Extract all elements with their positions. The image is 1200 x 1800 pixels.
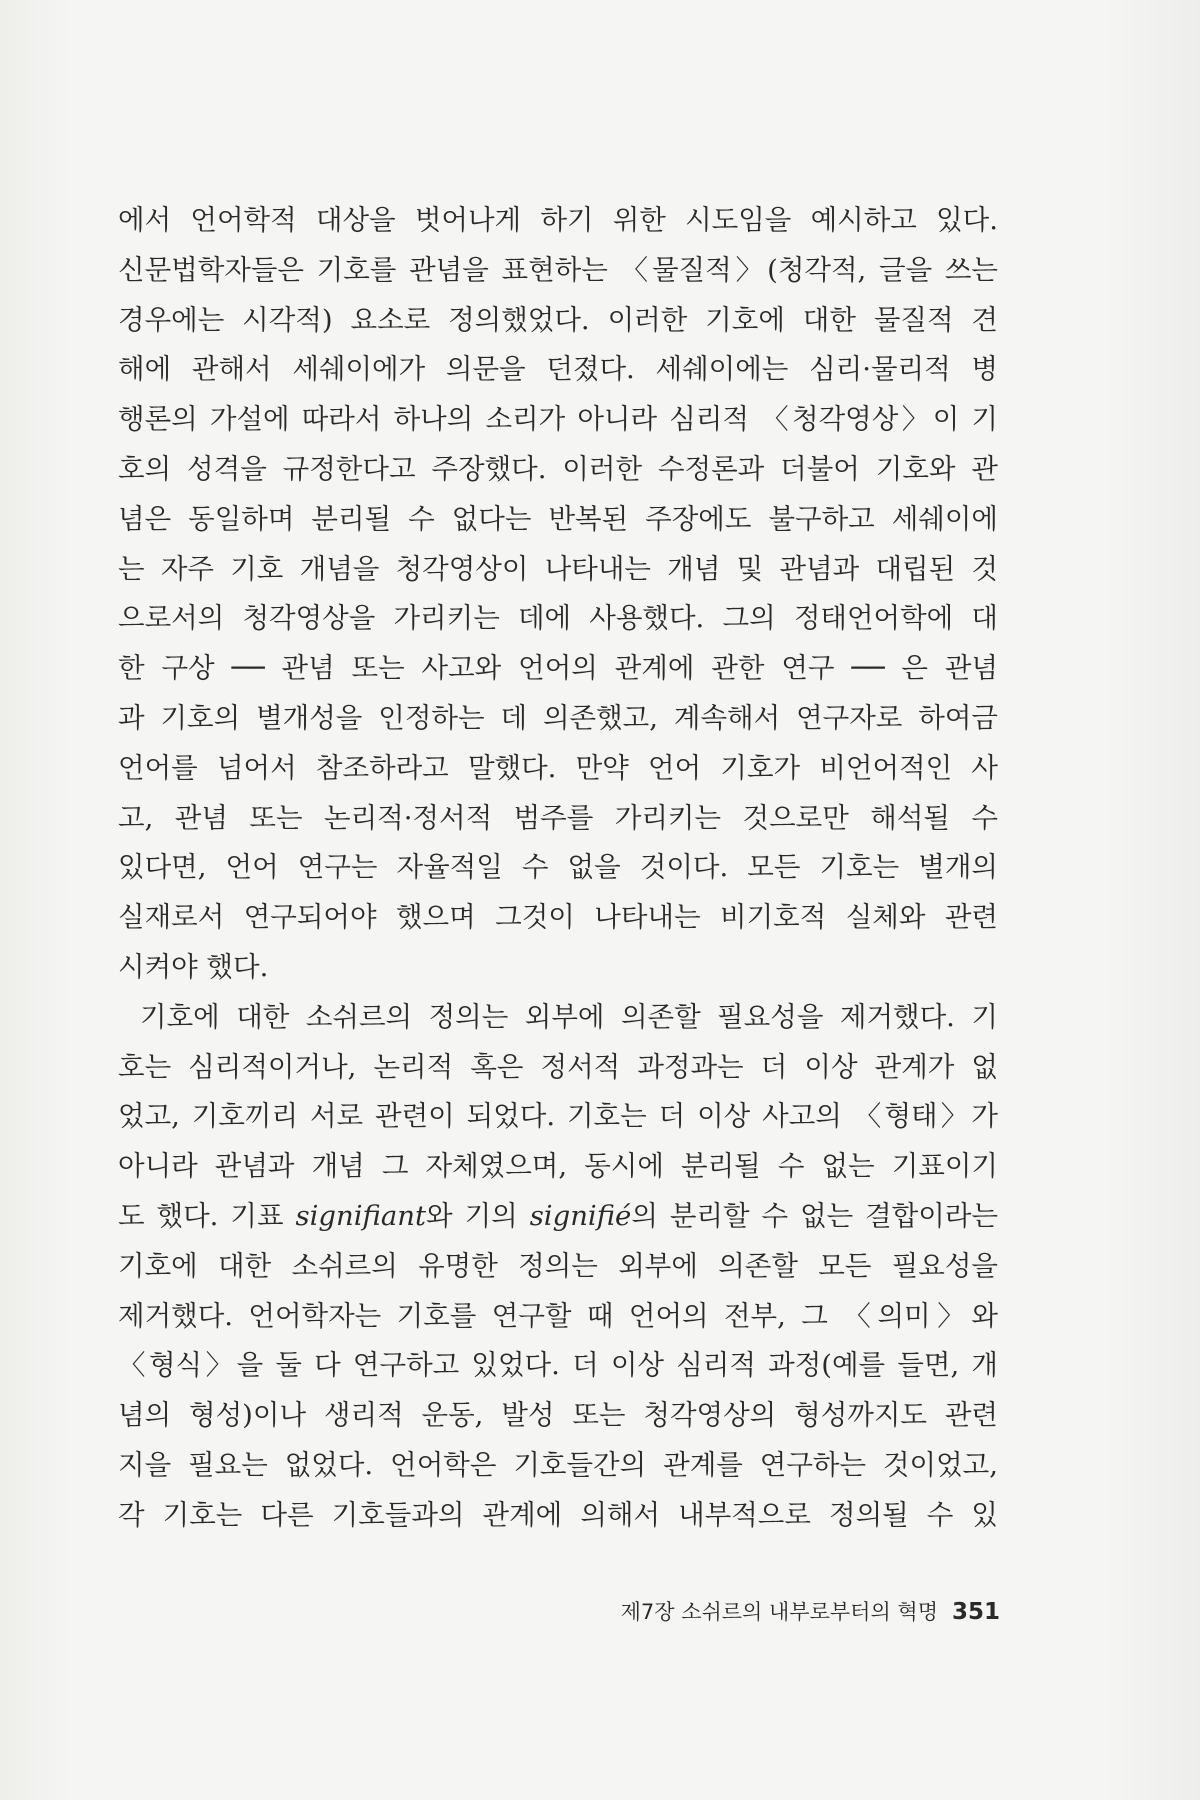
text-line: 는 자주 기호 개념을 청각영상이 나타내는 개념 및 관념과 대립된 것 [118,552,998,585]
text-fragment: 와 기의 [426,1199,530,1232]
text-line: 경우에는 시각적) 요소로 정의했었다. 이러한 기호에 대한 물질적 견 [118,303,998,336]
text-line: 해에 관해서 세쉐이에가 의문을 던졌다. 세쉐이에는 심리·물리적 병 [118,353,998,386]
text-line: 각 기호는 다른 기호들과의 관계에 의해서 내부적으로 정의될 수 있 [118,1498,998,1531]
text-line: 과 기호의 별개성을 인정하는 데 의존했고, 계속해서 연구자로 하여금 [118,701,998,734]
text-line: 한 구상 ── 관념 또는 사고와 언어의 관계에 관한 연구 ── 은 관념 [118,652,998,685]
page-footer [621,1596,1000,1626]
text-line: 제거했다. 언어학자는 기호를 연구할 때 언어의 전부, 그 〈의미〉와 [118,1299,998,1332]
text-line: 언어를 넘어서 참조하라고 말했다. 만약 언어 기호가 비언어적인 사 [118,751,998,784]
text-line: 기호에 대한 소쉬르의 유명한 정의는 외부에 의존할 모든 필요성을 [118,1249,998,1282]
body-text [118,196,998,1541]
text-line: 념의 형성)이나 생리적 운동, 발성 또는 청각영상의 형성까지도 관련 [118,1399,998,1432]
text-line: 〈형식〉을 둘 다 연구하고 있었다. 더 이상 심리적 과정(예를 들면, 개 [118,1349,998,1382]
text-line: 호는 심리적이거나, 논리적 혹은 정서적 과정과는 더 이상 관계가 없 [118,1050,998,1083]
paragraph-first-line: 기호에 대한 소쉬르의 정의는 외부에 의존할 필요성을 제거했다. 기 [140,1000,998,1033]
text-line: 호의 성격을 규정한다고 주장했다. 이러한 수정론과 더불어 기호와 관 [118,452,998,485]
text-line: 신문법학자들은 기호를 관념을 표현하는 〈물질적〉(청각적, 글을 쓰는 [118,253,998,286]
text-line: 아니라 관념과 개념 그 자체였으며, 동시에 분리될 수 없는 기표이기 [118,1150,998,1183]
text-line: 있다면, 언어 연구는 자율적일 수 없을 것이다. 모든 기호는 별개의 [118,851,998,884]
term-signifie: signifié [529,1199,632,1232]
running-head: 제7장 소쉬르의 내부로부터의 혁명 [620,1600,938,1624]
text-line: 실재로서 연구되어야 했으며 그것이 나타내는 비기호적 실체와 관련 [118,901,998,934]
text-line: 었고, 기호끼리 서로 관련이 되었다. 기호는 더 이상 사고의 〈형태〉가 [118,1100,998,1133]
text-line: 행론의 가설에 따라서 하나의 소리가 아니라 심리적 〈청각영상〉이 기 [118,403,998,436]
term-signifiant: signifiant [295,1199,427,1232]
text-fragment: 도 했다. 기표 [118,1199,296,1232]
text-line: 지을 필요는 없었다. 언어학은 기호들간의 관계를 연구하는 것이었고, [118,1448,998,1481]
text-line: 으로서의 청각영상을 가리키는 데에 사용했다. 그의 정태언어학에 대 [118,602,998,635]
text-line: 고, 관념 또는 논리적·정서적 범주를 가리키는 것으로만 해석될 수 [118,801,998,834]
text-fragment: 의 분리할 수 없는 결합이라는 [631,1199,999,1232]
text-line-with-terms [118,1192,998,1242]
text-line: 념은 동일하며 분리될 수 없다는 반복된 주장에도 불구하고 세쉐이에 [118,502,998,535]
text-line: 시켜야 했다. [118,950,269,983]
page-number: 351 [951,1599,1000,1625]
text-line: 에서 언어학적 대상을 벗어나게 하기 위한 시도임을 예시하고 있다. [118,204,998,236]
